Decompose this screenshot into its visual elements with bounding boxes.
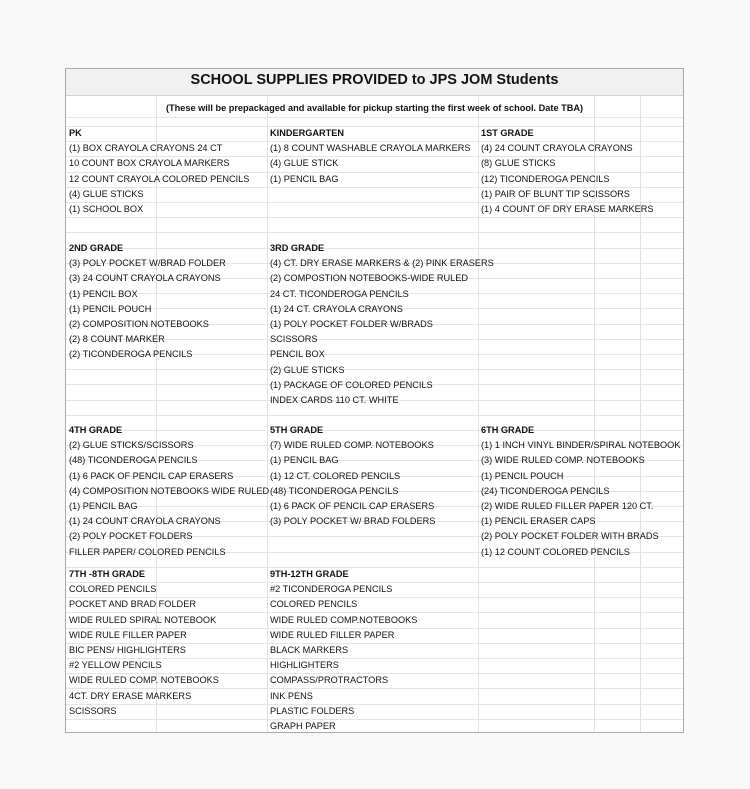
supply-item: 4CT. DRY ERASE MARKERS — [69, 690, 192, 701]
supply-item: HIGHLIGHTERS — [270, 660, 339, 671]
supply-item: (1) PENCIL POUCH — [69, 303, 152, 314]
supply-item: (1) 4 COUNT OF DRY ERASE MARKERS — [481, 203, 654, 214]
grade-kindergarten — [270, 126, 470, 187]
supply-item: (1) PAIR OF BLUNT TIP SCISSORS — [481, 188, 630, 199]
grade-6th — [481, 423, 680, 560]
supply-item: (2) WIDE RULED FILLER PAPER 120 CT. — [481, 500, 654, 511]
supply-item: (2) GLUE STICKS — [270, 364, 345, 375]
supply-item: (1) PENCIL BAG — [69, 500, 138, 511]
supply-item: (12) TICONDEROGA PENCILS — [481, 173, 610, 184]
supply-item: (1) 1 INCH VINYL BINDER/SPIRAL NOTEBOOK — [481, 440, 681, 451]
supply-item: (2) POLY POCKET FOLDER WITH BRADS — [481, 531, 659, 542]
supply-item: FILLER PAPER/ COLORED PENCILS — [69, 546, 226, 557]
supply-item: (1) PENCIL BAG — [270, 173, 339, 184]
supply-item: (1) PACKAGE OF COLORED PENCILS — [270, 379, 433, 390]
supply-item: (3) 24 COUNT CRAYOLA CRAYONS — [69, 273, 221, 284]
supply-item: (1) 12 CT. COLORED PENCILS — [270, 470, 401, 481]
supply-item: BIC PENS/ HIGHLIGHTERS — [69, 644, 186, 655]
supply-item: (1) POLY POCKET FOLDER W/BRADS — [270, 318, 433, 329]
supply-item: (3) POLY POCKET W/BRAD FOLDER — [69, 258, 226, 269]
supply-item: (1) PENCIL BAG — [270, 455, 339, 466]
supply-item: WIDE RULED FILLER PAPER — [270, 629, 395, 640]
supply-item: (2) 8 COUNT MARKER — [69, 334, 165, 345]
supply-item: COLORED PENCILS — [270, 599, 358, 610]
supply-item: PLASTIC FOLDERS — [270, 705, 355, 716]
supply-item: (7) WIDE RULED COMP. NOTEBOOKS — [270, 440, 434, 451]
supply-item: (4) COMPOSITION NOTEBOOKS WIDE RULED — [69, 485, 270, 496]
supply-item: (48) TICONDEROGA PENCILS — [69, 455, 198, 466]
supply-item: (3) WIDE RULED COMP. NOTEBOOKS — [481, 455, 645, 466]
supply-item: WIDE RULED COMP.NOTEBOOKS — [270, 614, 418, 625]
grade-header: 6TH GRADE — [481, 425, 535, 435]
grid-line — [66, 217, 683, 218]
supply-item: GRAPH PAPER — [270, 720, 336, 731]
supply-sheet — [65, 68, 684, 733]
supply-item: 12 COUNT CRAYOLA COLORED PENCILS — [69, 173, 250, 184]
supply-item: COMPASS/PROTRACTORS — [270, 675, 389, 686]
grade-header: 9TH-12TH GRADE — [270, 569, 349, 579]
supply-item: WIDE RULED COMP. NOTEBOOKS — [69, 675, 219, 686]
supply-item: (1) BOX CRAYOLA CRAYONS 24 CT — [69, 143, 223, 154]
supply-item: 24 CT. TICONDEROGA PENCILS — [270, 288, 409, 299]
grade-4th — [69, 423, 269, 560]
supply-item: COLORED PENCILS — [69, 584, 157, 595]
grade-header: PK — [69, 128, 82, 138]
supply-item: INDEX CARDS 110 CT. WHITE — [270, 394, 399, 405]
supply-item: POCKET AND BRAD FOLDER — [69, 599, 196, 610]
grade-header: 2ND GRADE — [69, 243, 124, 253]
supply-item: SCISSORS — [270, 334, 318, 345]
grade-header: 3RD GRADE — [270, 243, 325, 253]
supply-item: (1) PENCIL BOX — [69, 288, 138, 299]
supply-item: BLACK MARKERS — [270, 644, 349, 655]
supply-item: (2) COMPOSITION NOTEBOOKS — [69, 318, 209, 329]
supply-item: SCISSORS — [69, 705, 117, 716]
supply-item: WIDE RULED SPIRAL NOTEBOOK — [69, 614, 217, 625]
grade-5th — [270, 423, 435, 529]
supply-item: (2) COMPOSTION NOTEBOOKS-WIDE RULED — [270, 273, 469, 284]
grade-9th-12th — [270, 567, 417, 734]
supply-item: (4) GLUE STICK — [270, 158, 339, 169]
supply-item: (1) SCHOOL BOX — [69, 203, 144, 214]
supply-item: (1) 12 COUNT COLORED PENCILS — [481, 546, 630, 557]
page-subtitle: (These will be prepackaged and available for pickup starting the first week of school. Date TBA) — [165, 103, 584, 113]
supply-item: (8) GLUE STICKS — [481, 158, 556, 169]
supply-item: (1) 6 PACK OF PENCIL CAP ERASERS — [270, 500, 435, 511]
grade-1st — [481, 126, 654, 217]
grade-header: 5TH GRADE — [270, 425, 324, 435]
supply-item: 10 COUNT BOX CRAYOLA MARKERS — [69, 158, 230, 169]
supply-item: (4) GLUE STICKS — [69, 188, 144, 199]
page-title: SCHOOL SUPPLIES PROVIDED to JPS JOM Students — [190, 72, 559, 88]
supply-item: (1) PENCIL ERASER CAPS — [481, 516, 596, 527]
grade-pk — [69, 126, 249, 217]
supply-item: (1) 24 COUNT CRAYOLA CRAYONS — [69, 516, 221, 527]
grade-header: 4TH GRADE — [69, 425, 123, 435]
supply-item: (3) POLY POCKET W/ BRAD FOLDERS — [270, 516, 436, 527]
grade-7th-8th — [69, 567, 219, 719]
supply-item: (2) GLUE STICKS/SCISSORS — [69, 440, 194, 451]
supply-item: (24) TICONDEROGA PENCILS — [481, 485, 610, 496]
grade-header: 1ST GRADE — [481, 128, 534, 138]
supply-item: #2 YELLOW PENCILS — [69, 660, 162, 671]
grade-header: KINDERGARTEN — [270, 128, 345, 138]
supply-item: INK PENS — [270, 690, 313, 701]
supply-item: (1) 6 PACK OF PENCIL CAP ERASERS — [69, 470, 234, 481]
supply-item: WIDE RULE FILLER PAPER — [69, 629, 187, 640]
grid-line — [66, 232, 683, 233]
supply-item: (4) 24 COUNT CRAYOLA CRAYONS — [481, 143, 633, 154]
supply-item: (48) TICONDEROGA PENCILS — [270, 485, 399, 496]
supply-item: PENCIL BOX — [270, 349, 325, 360]
grade-2nd — [69, 241, 226, 363]
grid-line — [66, 117, 683, 118]
grid-line — [66, 415, 683, 416]
supply-item: (1) PENCIL POUCH — [481, 470, 564, 481]
supply-item: (4) CT. DRY ERASE MARKERS & (2) PINK ERASERS — [270, 258, 494, 269]
supply-item: (2) POLY POCKET FOLDERS — [69, 531, 193, 542]
grade-header: 7TH -8TH GRADE — [69, 569, 146, 579]
supply-item: #2 TICONDEROGA PENCILS — [270, 584, 393, 595]
grade-3rd — [270, 241, 494, 408]
supply-item: (1) 8 COUNT WASHABLE CRAYOLA MARKERS — [270, 143, 471, 154]
supply-item: (2) TICONDEROGA PENCILS — [69, 349, 193, 360]
supply-item: (1) 24 CT. CRAYOLA CRAYONS — [270, 303, 403, 314]
